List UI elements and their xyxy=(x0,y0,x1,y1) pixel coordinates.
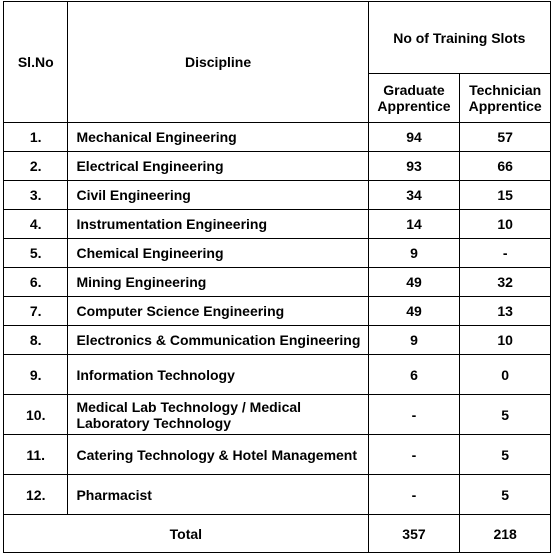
row-technician-slots: 13 xyxy=(460,297,551,326)
total-row xyxy=(4,515,551,553)
header-graduate-apprentice: Graduate Apprentice xyxy=(368,74,460,123)
row-sl-no: 8. xyxy=(4,326,68,355)
row-technician-slots: 5 xyxy=(460,395,551,435)
header-training-slots: No of Training Slots xyxy=(368,2,550,74)
row-discipline: Information Technology xyxy=(68,355,368,395)
row-technician-slots: 10 xyxy=(460,326,551,355)
row-graduate-slots: - xyxy=(368,475,460,515)
row-graduate-slots: 6 xyxy=(368,355,460,395)
row-discipline: Computer Science Engineering xyxy=(68,297,368,326)
row-graduate-slots: - xyxy=(368,435,460,475)
row-sl-no: 12. xyxy=(4,475,68,515)
table-row xyxy=(4,268,551,297)
table-row xyxy=(4,475,551,515)
row-sl-no: 9. xyxy=(4,355,68,395)
row-technician-slots: 66 xyxy=(460,152,551,181)
table-row xyxy=(4,123,551,152)
table-row xyxy=(4,210,551,239)
row-sl-no: 2. xyxy=(4,152,68,181)
row-discipline: Mechanical Engineering xyxy=(68,123,368,152)
row-discipline: Mining Engineering xyxy=(68,268,368,297)
row-technician-slots: 5 xyxy=(460,475,551,515)
row-discipline: Pharmacist xyxy=(68,475,368,515)
row-sl-no: 5. xyxy=(4,239,68,268)
row-discipline: Instrumentation Engineering xyxy=(68,210,368,239)
row-graduate-slots: 9 xyxy=(368,326,460,355)
row-discipline: Chemical Engineering xyxy=(68,239,368,268)
row-technician-slots: 32 xyxy=(460,268,551,297)
table-row xyxy=(4,239,551,268)
row-sl-no: 6. xyxy=(4,268,68,297)
training-slots-table xyxy=(3,1,551,553)
row-technician-slots: 15 xyxy=(460,181,551,210)
row-technician-slots: 0 xyxy=(460,355,551,395)
table-row xyxy=(4,435,551,475)
row-sl-no: 3. xyxy=(4,181,68,210)
row-discipline: Civil Engineering xyxy=(68,181,368,210)
total-graduate: 357 xyxy=(368,515,460,553)
row-technician-slots: 5 xyxy=(460,435,551,475)
row-technician-slots: - xyxy=(460,239,551,268)
row-sl-no: 1. xyxy=(4,123,68,152)
row-graduate-slots: 34 xyxy=(368,181,460,210)
row-technician-slots: 57 xyxy=(460,123,551,152)
row-graduate-slots: 9 xyxy=(368,239,460,268)
row-graduate-slots: 14 xyxy=(368,210,460,239)
row-graduate-slots: 49 xyxy=(368,268,460,297)
row-sl-no: 7. xyxy=(4,297,68,326)
header-row xyxy=(4,2,551,74)
row-discipline: Electronics & Communication Engineering xyxy=(68,326,368,355)
table-row xyxy=(4,355,551,395)
table-row xyxy=(4,181,551,210)
header-discipline: Discipline xyxy=(68,2,368,123)
table-row xyxy=(4,326,551,355)
table-body xyxy=(4,123,551,515)
row-technician-slots: 10 xyxy=(460,210,551,239)
total-label: Total xyxy=(4,515,369,553)
table-row xyxy=(4,152,551,181)
row-sl-no: 4. xyxy=(4,210,68,239)
row-graduate-slots: 93 xyxy=(368,152,460,181)
header-technician-apprentice: Technician Apprentice xyxy=(460,74,551,123)
total-technician: 218 xyxy=(460,515,551,553)
row-discipline: Catering Technology & Hotel Management xyxy=(68,435,368,475)
table-row xyxy=(4,297,551,326)
row-sl-no: 11. xyxy=(4,435,68,475)
row-graduate-slots: 49 xyxy=(368,297,460,326)
table-row xyxy=(4,395,551,435)
row-discipline: Electrical Engineering xyxy=(68,152,368,181)
header-sl-no: Sl.No xyxy=(4,2,68,123)
row-graduate-slots: 94 xyxy=(368,123,460,152)
row-sl-no: 10. xyxy=(4,395,68,435)
row-discipline: Medical Lab Technology / Medical Laboratory Technology xyxy=(68,395,368,435)
row-graduate-slots: - xyxy=(368,395,460,435)
